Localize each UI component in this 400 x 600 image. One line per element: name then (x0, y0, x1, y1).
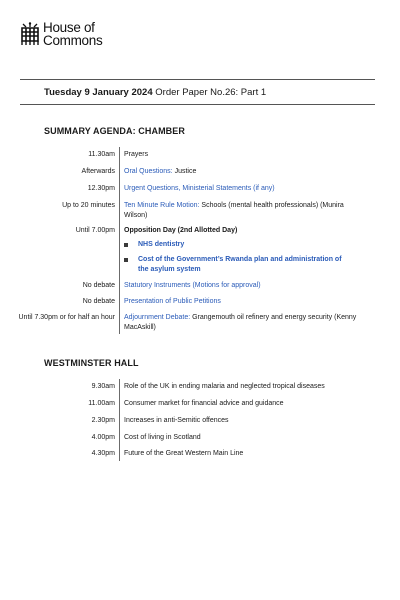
logo-line-1: House of (43, 20, 95, 35)
headline-rule (20, 104, 375, 105)
rwanda-plan-link[interactable]: Cost of the Government’s Rwanda plan and administration of the asylum system (138, 256, 342, 273)
order-paper-headline (44, 87, 266, 98)
urgent-questions-link[interactable]: Urgent Questions, Ministerial Statements (if any) (124, 185, 275, 192)
agenda-time: 12.30pm (87, 185, 115, 192)
westminster-divider (119, 379, 120, 461)
agenda-time: 11.30am (88, 151, 115, 158)
agenda-item: Consumer market for financial advice and guidance (124, 400, 284, 407)
adjournment-debate-link[interactable]: Adjournment Debate: (124, 314, 191, 321)
nhs-dentistry-link[interactable]: NHS dentistry (138, 241, 185, 248)
agenda-time: Up to 20 minutes (62, 202, 115, 209)
agenda-item (124, 313, 364, 332)
agenda-time: 4.00pm (91, 434, 115, 441)
ten-minute-rule-link[interactable]: Ten Minute Rule Motion: (124, 202, 200, 209)
portcullis-icon (20, 22, 40, 46)
agenda-time: 11.00am (88, 400, 115, 407)
agenda-time: Afterwards (81, 168, 115, 175)
agenda-item (124, 167, 364, 177)
house-of-commons-logo (20, 21, 102, 47)
agenda-item: Role of the UK in ending malaria and neglected tropical diseases (124, 383, 325, 390)
agenda-item: Cost of living in Scotland (124, 434, 201, 441)
opposition-day-item: Opposition Day (2nd Allotted Day) (124, 227, 238, 234)
order-paper-date: Tuesday 9 January 2024 (44, 87, 153, 98)
agenda-item-text: Justice (172, 168, 197, 175)
agenda-time: Until 7.30pm or for half an hour (18, 314, 115, 321)
bullet-square-icon (124, 258, 128, 262)
order-paper-number: Order Paper No.26: Part 1 (155, 87, 267, 98)
agenda-time: No debate (82, 282, 115, 289)
public-petitions-link[interactable]: Presentation of Public Petitions (124, 298, 221, 305)
statutory-instruments-link[interactable]: Statutory Instruments (Motions for approval) (124, 282, 261, 289)
top-rule (20, 79, 375, 80)
agenda-item-text: Grangemouth oil refinery and energy security (Kenny MacAskill) (124, 314, 357, 331)
logo-line-2: Commons (43, 33, 103, 48)
agenda-item-text: Schools (mental health professionals) (Munira Wilson) (124, 202, 344, 219)
agenda-item (124, 184, 364, 194)
westminster-hall-heading: WESTMINSTER HALL (44, 358, 139, 368)
oral-questions-link[interactable]: Oral Questions: (124, 168, 173, 175)
agenda-item: Prayers (124, 151, 149, 158)
agenda-time: 9.30am (91, 383, 115, 390)
agenda-item (124, 297, 364, 307)
chamber-divider (119, 147, 120, 334)
bullet-square-icon (124, 243, 128, 247)
agenda-time: No debate (82, 298, 115, 305)
agenda-item: Future of the Great Western Main Line (124, 450, 244, 457)
agenda-time: Until 7.00pm (75, 227, 115, 234)
agenda-time: 4.30pm (91, 450, 115, 457)
agenda-item (124, 281, 364, 291)
agenda-item: Increases in anti-Semitic offences (124, 417, 229, 424)
chamber-heading: SUMMARY AGENDA: CHAMBER (44, 126, 185, 136)
agenda-item (124, 201, 364, 220)
agenda-time: 2.30pm (91, 417, 115, 424)
